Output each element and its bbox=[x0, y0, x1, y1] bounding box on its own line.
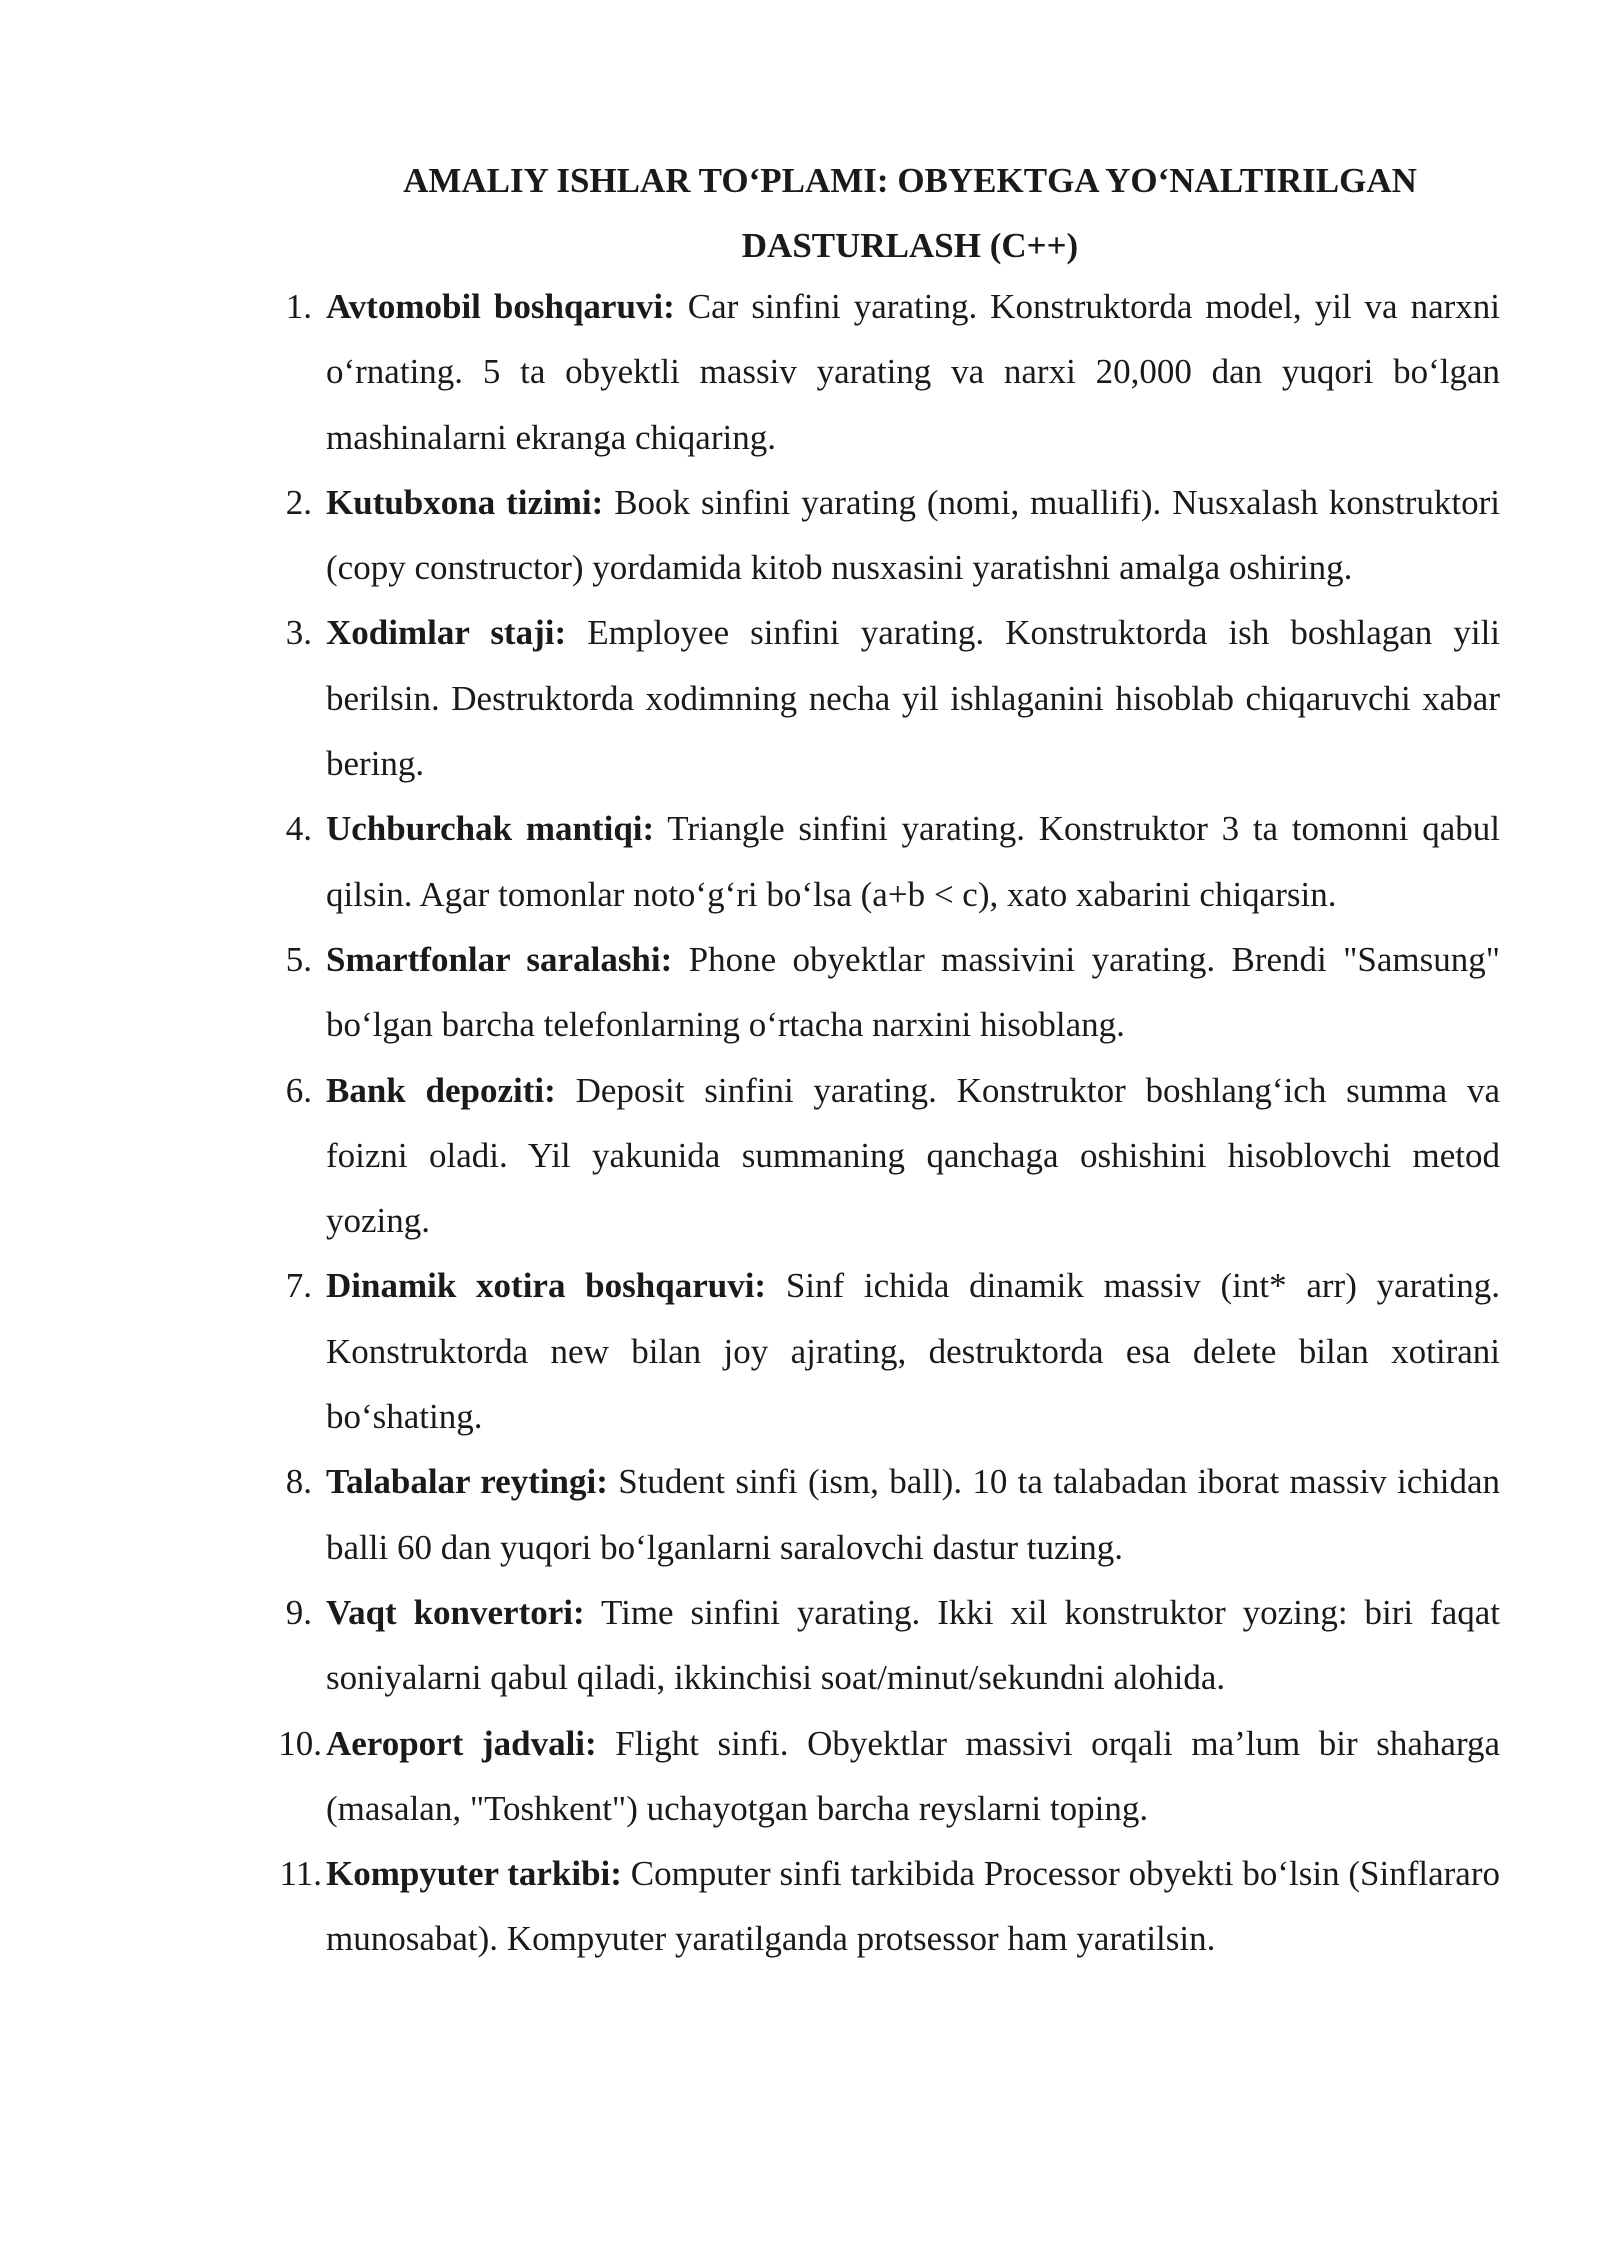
task-text: Employee sinfini yarating. Konstruktorda ish boshlagan yili berilsin. Destruktorda xodimning necha yil ishlaganini hisoblab chiqaruvchi xabar bering. bbox=[326, 613, 1501, 784]
task-heading: Aeroport jadvali: bbox=[326, 1723, 597, 1763]
task-item bbox=[270, 1253, 1500, 1449]
task-heading: Dinamik xotira boshqaruvi: bbox=[326, 1266, 767, 1306]
task-heading: Xodimlar staji: bbox=[326, 613, 567, 653]
task-item bbox=[270, 1580, 1500, 1711]
task-number: 4. bbox=[285, 809, 312, 849]
task-text: Deposit sinfini yarating. Konstruktor boshlang‘ich summa va foizni oladi. Yil yakunida summaning qanchaga oshishini hisoblovchi metod yozing. bbox=[326, 1070, 1500, 1241]
task-item bbox=[270, 1841, 1500, 1972]
task-heading: Avtomobil boshqaruvi: bbox=[326, 287, 675, 326]
task-item bbox=[270, 470, 1500, 601]
task-heading: Bank depoziti: bbox=[326, 1070, 556, 1110]
task-text: Flight sinfi. Obyektlar massivi orqali ma’lum bir shaharga (masalan, "Toshkent") uchayotgan barcha reyslarni toping. bbox=[326, 1723, 1501, 1828]
task-number: 6. bbox=[285, 1070, 312, 1110]
task-number: 3. bbox=[285, 613, 312, 653]
task-item bbox=[270, 796, 1500, 927]
task-text: Phone obyektlar massivini yarating. Brendi "Samsung" bo‘lgan barcha telefonlarning o‘rtacha narxini hisoblang. bbox=[326, 939, 1501, 1045]
task-heading: Vaqt konvertori: bbox=[326, 1592, 585, 1632]
task-list bbox=[270, 274, 1510, 1972]
task-text: Computer sinfi tarkibida Processor obyekti bo‘lsin (Sinflararo munosabat). Kompyuter yaratilganda protsessor ham yaratilsin. bbox=[326, 1854, 1500, 1959]
task-heading: Kompyuter tarkibi: bbox=[326, 1854, 622, 1894]
task-number: 9. bbox=[285, 1592, 312, 1632]
task-text: Triangle sinfini yarating. Konstruktor 3 ta tomonni qabul qilsin. Agar tomonlar noto‘g‘ri bo‘lsa (a+b < c), xato xabarini chiqarsin. bbox=[326, 809, 1500, 914]
task-item bbox=[270, 274, 1500, 470]
title-line-1: AMALIY ISHLAR TO‘PLAMI: OBYEKTGA YO‘NALTIRILGAN bbox=[403, 161, 1417, 200]
task-number: 8. bbox=[285, 1462, 312, 1502]
task-text: Car sinfini yarating. Konstruktorda model, yil va narxni o‘rnating. 5 ta obyektli massiv yarating va narxi 20,000 dan yuqori bo‘lgan mashinalarni ekranga chiqaring. bbox=[326, 287, 1500, 457]
task-item bbox=[270, 1449, 1500, 1580]
document-title bbox=[320, 148, 1500, 278]
task-text: Sinf ichida dinamik massiv (int* arr) yarating. Konstruktorda new bilan joy ajrating, destruktorda esa delete bilan xotirani bo‘shating. bbox=[326, 1266, 1500, 1437]
task-number: 1. bbox=[285, 287, 312, 326]
task-number: 10. bbox=[278, 1723, 322, 1763]
task-heading: Kutubxona tizimi: bbox=[326, 482, 604, 522]
task-item bbox=[270, 1711, 1500, 1842]
task-item bbox=[270, 600, 1500, 796]
task-heading: Uchburchak mantiqi: bbox=[326, 809, 655, 849]
task-text: Student sinfi (ism, ball). 10 ta talabadan iborat massiv ichidan balli 60 dan yuqori bo‘lganlarni saralovchi dastur tuzing. bbox=[326, 1462, 1501, 1567]
task-number: 7. bbox=[285, 1266, 312, 1306]
task-heading: Smartfonlar saralashi: bbox=[326, 939, 673, 979]
task-text: Time sinfini yarating. Ikki xil konstruktor yozing: biri faqat soniyalarni qabul qiladi, ikkinchisi soat/minut/sekundni alohida. bbox=[326, 1592, 1500, 1698]
task-item bbox=[270, 927, 1500, 1058]
task-text: Book sinfini yarating (nomi, muallifi). Nusxalash konstruktori (copy constructor) yordamida kitob nusxasini yaratishni amalga oshiring. bbox=[326, 482, 1500, 588]
task-item bbox=[270, 1058, 1500, 1254]
task-number: 11. bbox=[279, 1854, 322, 1894]
task-number: 5. bbox=[285, 939, 312, 979]
title-line-2: DASTURLASH (C++) bbox=[741, 226, 1079, 265]
task-heading: Talabalar reytingi: bbox=[326, 1462, 608, 1502]
task-number: 2. bbox=[285, 482, 312, 522]
